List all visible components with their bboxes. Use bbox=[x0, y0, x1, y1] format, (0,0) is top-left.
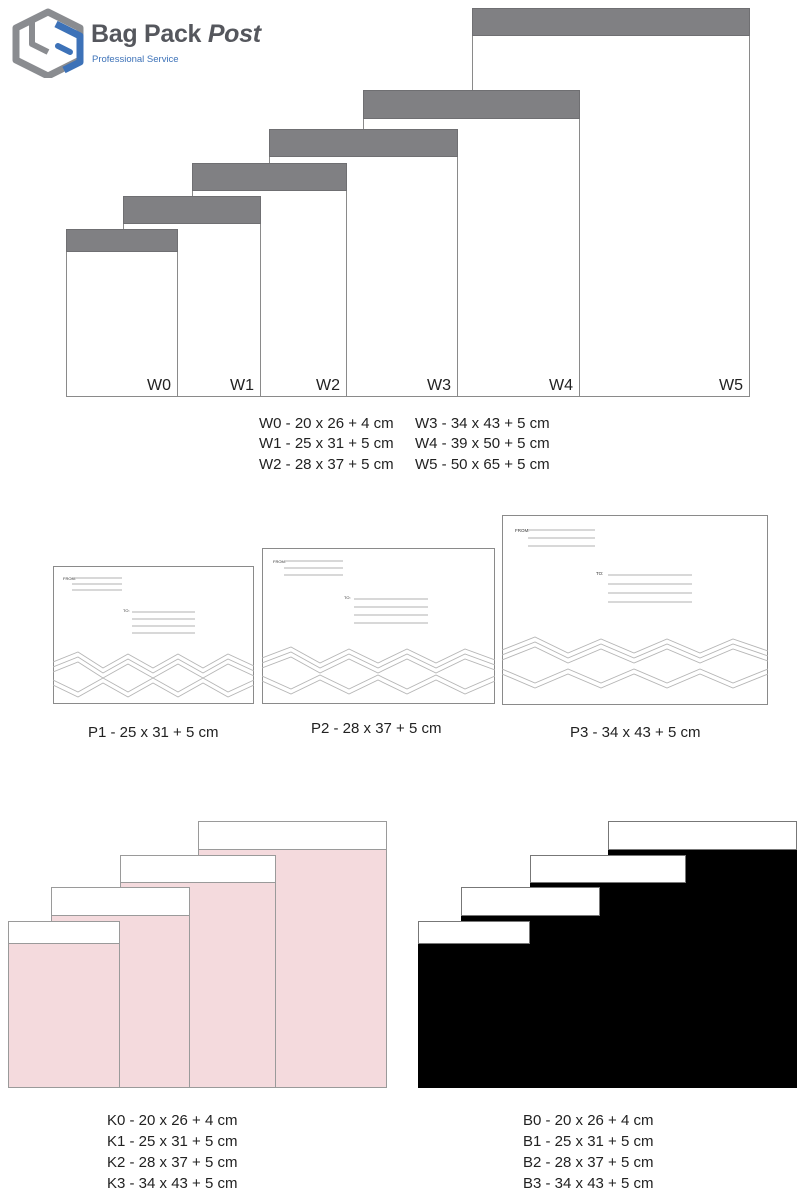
p3-to-label: TO: bbox=[596, 571, 604, 576]
bag-b2-flap bbox=[530, 855, 686, 883]
p1-from-label: FROM: bbox=[63, 576, 76, 581]
legend-k2: K2 - 28 x 37 + 5 cm bbox=[107, 1154, 238, 1171]
bag-b1-flap bbox=[461, 887, 600, 916]
bag-w5-flap bbox=[472, 8, 750, 36]
legend-w5: W5 - 50 x 65 + 5 cm bbox=[415, 456, 550, 473]
printed-bag-p3 bbox=[502, 515, 768, 705]
p1-artwork bbox=[53, 566, 254, 704]
bag-k1-flap bbox=[51, 887, 190, 916]
bag-w0-flap bbox=[66, 229, 178, 252]
legend-k0: K0 - 20 x 26 + 4 cm bbox=[107, 1112, 238, 1129]
bag-w3-label: W3 bbox=[427, 377, 451, 394]
caption-p1: P1 - 25 x 31 + 5 cm bbox=[88, 724, 219, 741]
bag-b0 bbox=[418, 921, 530, 1088]
bag-w5-label: W5 bbox=[719, 377, 743, 394]
p3-from-label: FROM: bbox=[515, 528, 530, 533]
bag-w2-label: W2 bbox=[316, 377, 340, 394]
legend-k3: K3 - 34 x 43 + 5 cm bbox=[107, 1175, 238, 1192]
bag-k2-flap bbox=[120, 855, 276, 883]
bag-w0-label: W0 bbox=[147, 377, 171, 394]
bag-b3-flap bbox=[608, 821, 797, 850]
p3-artwork bbox=[502, 515, 768, 705]
logo bbox=[8, 6, 288, 78]
logo-name-part2: Post bbox=[207, 20, 261, 48]
bag-w4-label: W4 bbox=[549, 377, 573, 394]
logo-name-part1: Bag Pack bbox=[91, 20, 208, 48]
p2-artwork bbox=[262, 548, 495, 704]
bag-w4-flap bbox=[363, 90, 580, 119]
legend-w4: W4 - 39 x 50 + 5 cm bbox=[415, 435, 550, 452]
bag-w0 bbox=[66, 229, 178, 397]
bag-w1-flap bbox=[123, 196, 261, 224]
bag-w3-flap bbox=[269, 129, 458, 157]
bag-w1-label: W1 bbox=[230, 377, 254, 394]
caption-p2: P2 - 28 x 37 + 5 cm bbox=[311, 720, 442, 737]
p2-to-label: TO: bbox=[344, 595, 351, 600]
legend-b2: B2 - 28 x 37 + 5 cm bbox=[523, 1154, 654, 1171]
logo-tagline: Professional Service bbox=[92, 54, 179, 65]
legend-b1: B1 - 25 x 31 + 5 cm bbox=[523, 1133, 654, 1150]
box-logo-icon bbox=[8, 6, 88, 78]
p2-from-label: FROM: bbox=[273, 559, 286, 564]
legend-w1: W1 - 25 x 31 + 5 cm bbox=[259, 435, 394, 452]
p1-to-label: TO: bbox=[123, 608, 130, 613]
logo-title bbox=[91, 20, 261, 49]
printed-bag-p2 bbox=[262, 548, 495, 704]
legend-b0: B0 - 20 x 26 + 4 cm bbox=[523, 1112, 654, 1129]
caption-p3: P3 - 34 x 43 + 5 cm bbox=[570, 724, 701, 741]
legend-b3: B3 - 34 x 43 + 5 cm bbox=[523, 1175, 654, 1192]
legend-k1: K1 - 25 x 31 + 5 cm bbox=[107, 1133, 238, 1150]
legend-w2: W2 - 28 x 37 + 5 cm bbox=[259, 456, 394, 473]
bag-k0-flap bbox=[8, 921, 120, 944]
bag-w2-flap bbox=[192, 163, 347, 191]
bag-k0 bbox=[8, 921, 120, 1088]
bag-k3-flap bbox=[198, 821, 387, 850]
legend-w3: W3 - 34 x 43 + 5 cm bbox=[415, 415, 550, 432]
legend-w0: W0 - 20 x 26 + 4 cm bbox=[259, 415, 394, 432]
printed-bag-p1 bbox=[53, 566, 254, 704]
bag-b0-flap bbox=[418, 921, 530, 944]
